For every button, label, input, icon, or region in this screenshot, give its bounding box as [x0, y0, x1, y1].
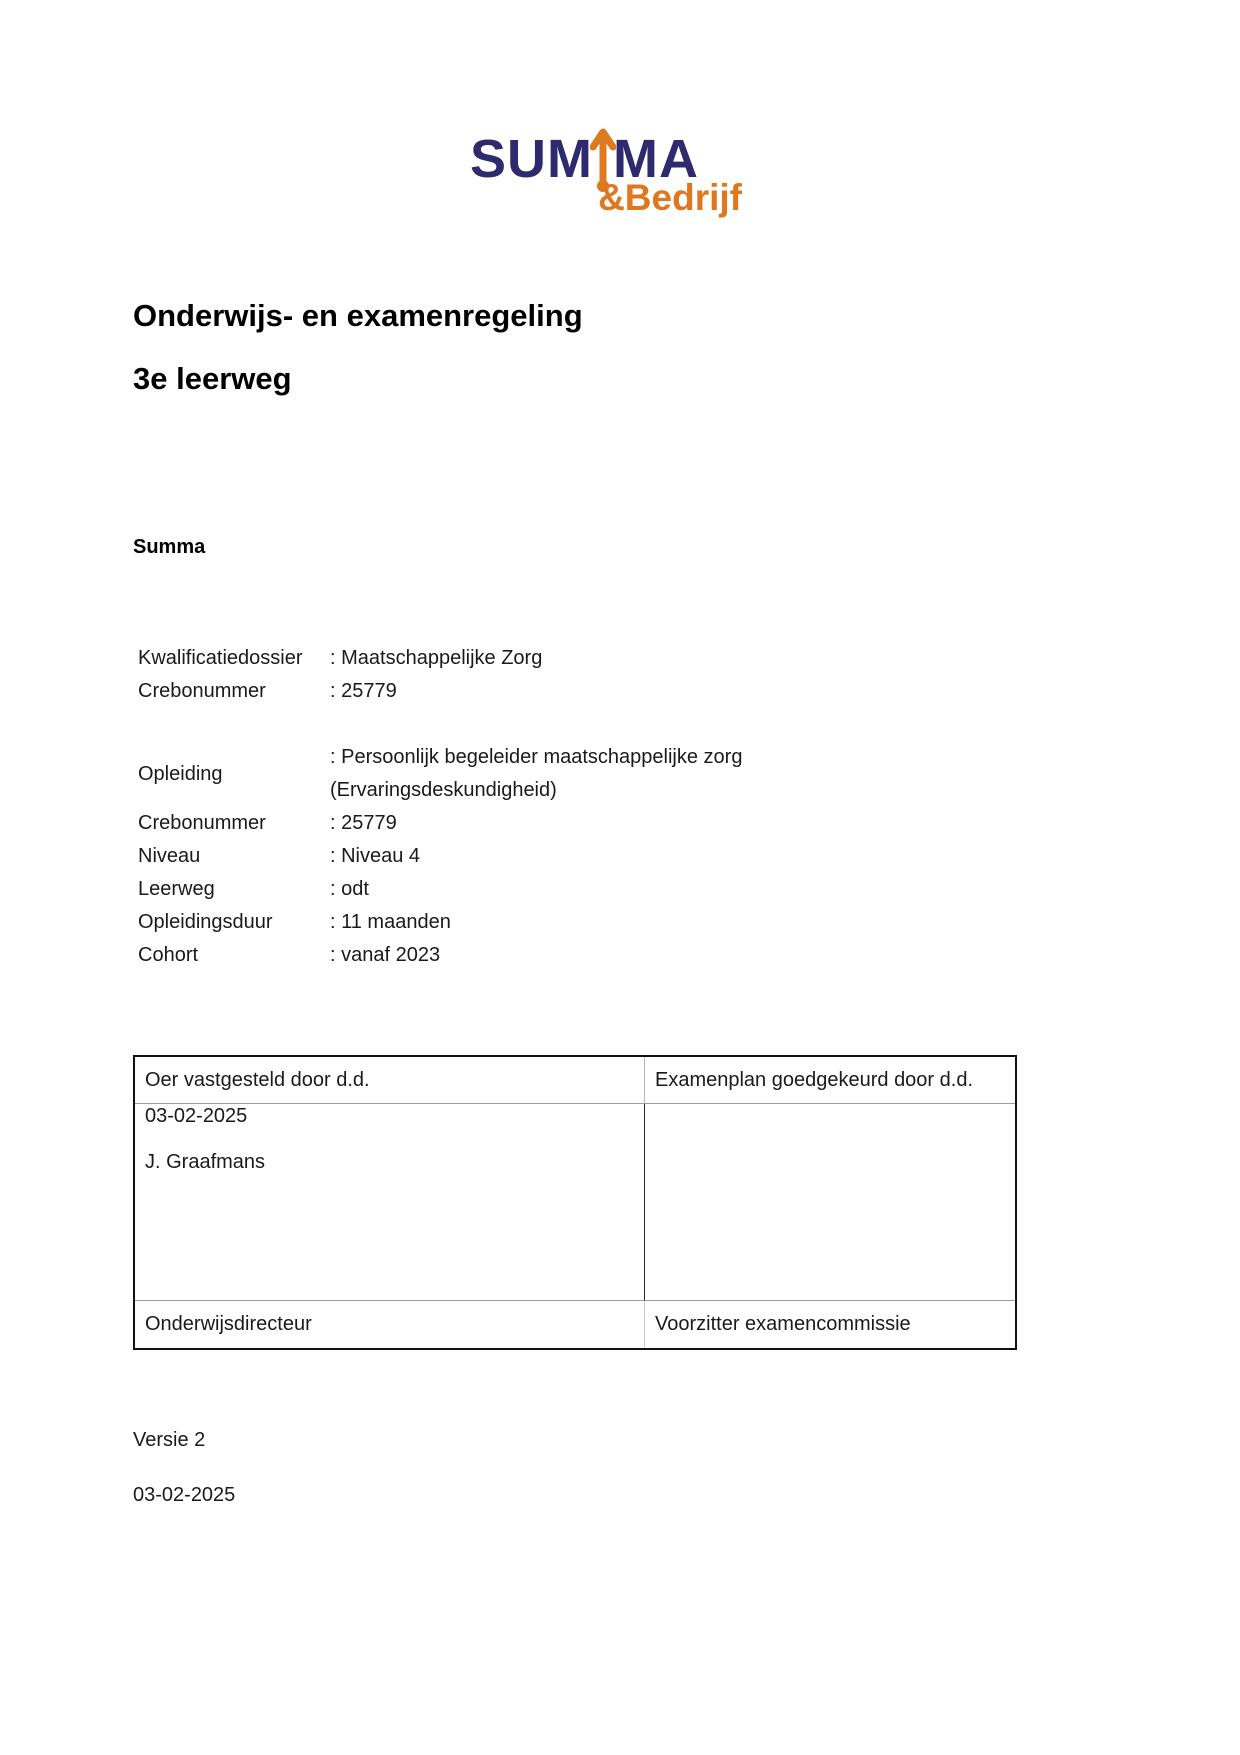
wordmark-right: MA	[613, 129, 699, 189]
kv-row	[138, 906, 810, 939]
approval-footer-right: Voorzitter examencommissie	[644, 1301, 1015, 1348]
approval-footer-left: Onderwijsdirecteur	[145, 1313, 312, 1335]
kv-value: : 25779	[330, 680, 397, 702]
kv-value: : 25779	[330, 812, 397, 834]
logo-subtitle: &Bedrijf	[598, 177, 742, 218]
kv-value: : Niveau 4	[330, 845, 421, 867]
kv-row	[138, 840, 810, 873]
approval-header-left: Oer vastgesteld door d.d.	[135, 1057, 644, 1104]
approval-signer: J. Graafmans	[145, 1151, 266, 1173]
kv-label: Leerweg	[138, 878, 215, 900]
kv-row	[138, 807, 810, 840]
kv-value: : odt	[330, 878, 369, 900]
document-title: Onderwijs- en examenregeling	[133, 298, 583, 333]
approval-body-right	[644, 1104, 1015, 1301]
document-subtitle: 3e leerweg	[133, 361, 292, 396]
kv-label: Crebonummer	[138, 680, 266, 702]
kv-value: : Maatschappelijke Zorg	[330, 647, 543, 669]
kv-value: : vanaf 2023	[330, 944, 441, 966]
kv-row	[138, 675, 542, 708]
kv-value: : 11 maanden	[330, 911, 451, 933]
kv-row	[138, 741, 810, 807]
kv-row	[138, 939, 810, 972]
kv-label: Crebonummer	[138, 812, 266, 834]
approval-date: 03-02-2025	[145, 1105, 248, 1127]
kv-value: : Persoonlijk begeleider maatschappelijke zorg (Ervaringsdeskundigheid)	[330, 746, 743, 801]
program-block	[138, 741, 810, 972]
approval-header-right: Examenplan goedgekeurd door d.d.	[644, 1057, 1015, 1104]
approval-body-left	[135, 1104, 644, 1301]
approval-table	[133, 1055, 1017, 1350]
wordmark-left: SUM	[470, 129, 593, 189]
kv-label: Kwalificatiedossier	[138, 647, 303, 669]
version-date: 03-02-2025	[133, 1484, 236, 1506]
version-label: Versie 2	[133, 1429, 206, 1451]
kv-label: Opleidingsduur	[138, 911, 273, 933]
kv-row	[138, 873, 810, 906]
qualification-block	[138, 642, 542, 708]
organization-name: Summa	[133, 536, 206, 558]
kv-row	[138, 642, 542, 675]
kv-label: Cohort	[138, 944, 199, 966]
summa-logo	[470, 116, 742, 218]
summa-wordmark	[470, 116, 699, 189]
kv-label: Opleiding	[138, 762, 223, 785]
kv-label: Niveau	[138, 845, 201, 867]
